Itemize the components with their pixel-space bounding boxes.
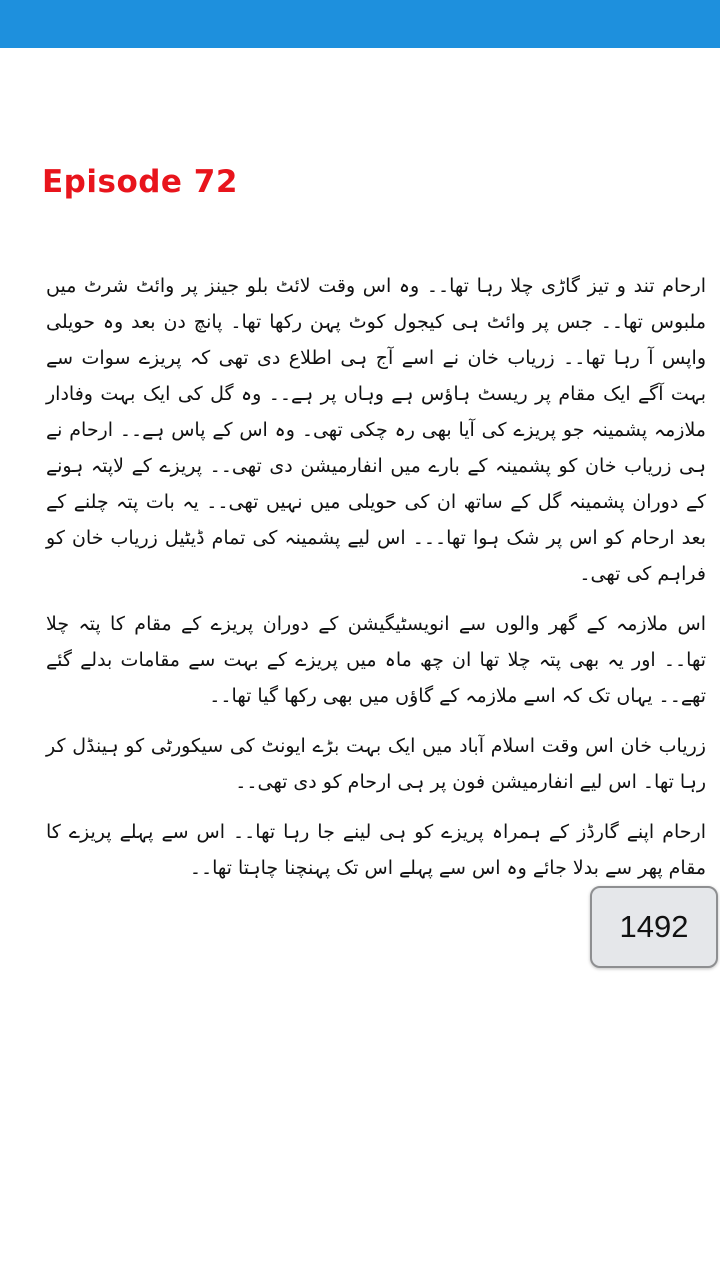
page-counter-badge[interactable]: 1492	[590, 886, 718, 968]
story-paragraph: ارحام تند و تیز گاڑی چلا رہا تھا۔۔ وہ اس وقت لائٹ بلو جینز پر وائٹ شرٹ میں ملبوس تھا۔۔ جس پر وائٹ ہی کیجول کوٹ پہن رکھا تھا۔ پانچ دن بعد وہ حویلی واپس آ رہا تھا۔۔ زریاب خان نے اسے آج ہی اطلاع دی تھی کہ پریزے سوات سے بہت آگے ایک مقام پر ریسٹ ہاؤس ہے وہاں پر ہے۔۔ وہ گل کی ایک بہت وفادار ملازمہ پشمینہ جو پریزے کی آیا بھی رہ چکی تھی۔ وہ اس کے پاس ہے۔۔ ارحام نے ہی زریاب خان کو پشمینہ کے بارے میں انفارمیشن دی تھی۔۔ پریزے کے لاپتہ ہونے کے دوران پشمینہ گل کے ساتھ ان کی حویلی میں نہیں تھی۔۔ یہ بات پتہ چلنے کے بعد ارحام کو اس پر شک ہوا تھا۔۔۔ اس لیے پشمینہ کی تمام ڈیٹیل زریاب خان کو فراہم کی تھی۔	[46, 275, 706, 585]
story-text	[46, 268, 706, 900]
story-paragraph: زریاب خان اس وقت اسلام آباد میں ایک بہت بڑے ایونٹ کی سیکورٹی کو ہینڈل کر رہا تھا۔ اس لیے انفارمیشن فون پر ہی ارحام کو دی تھی۔۔	[46, 735, 706, 793]
story-paragraph: اس ملازمہ کے گھر والوں سے انویسٹیگیشن کے دوران پریزے کے مقام کا پتہ چلا تھا۔۔ اور یہ بھی پتہ چلا تھا ان چھ ماہ میں پریزے کے بہت سے مقامات بدلے گئے تھے۔۔ یہاں تک کہ اسے ملازمہ کے گاؤں میں بھی رکھا گیا تھا۔۔	[46, 613, 706, 707]
status-bar	[0, 0, 720, 48]
story-paragraph: ارحام اپنے گارڈز کے ہمراہ پریزے کو ہی لینے جا رہا تھا۔۔ اس سے پہلے پریزے کا مقام پھر سے بدلا جائے وہ اس سے پہلے اس تک پہنچنا چاہتا تھا۔۔	[46, 821, 706, 879]
episode-title: Episode 72	[42, 164, 238, 200]
